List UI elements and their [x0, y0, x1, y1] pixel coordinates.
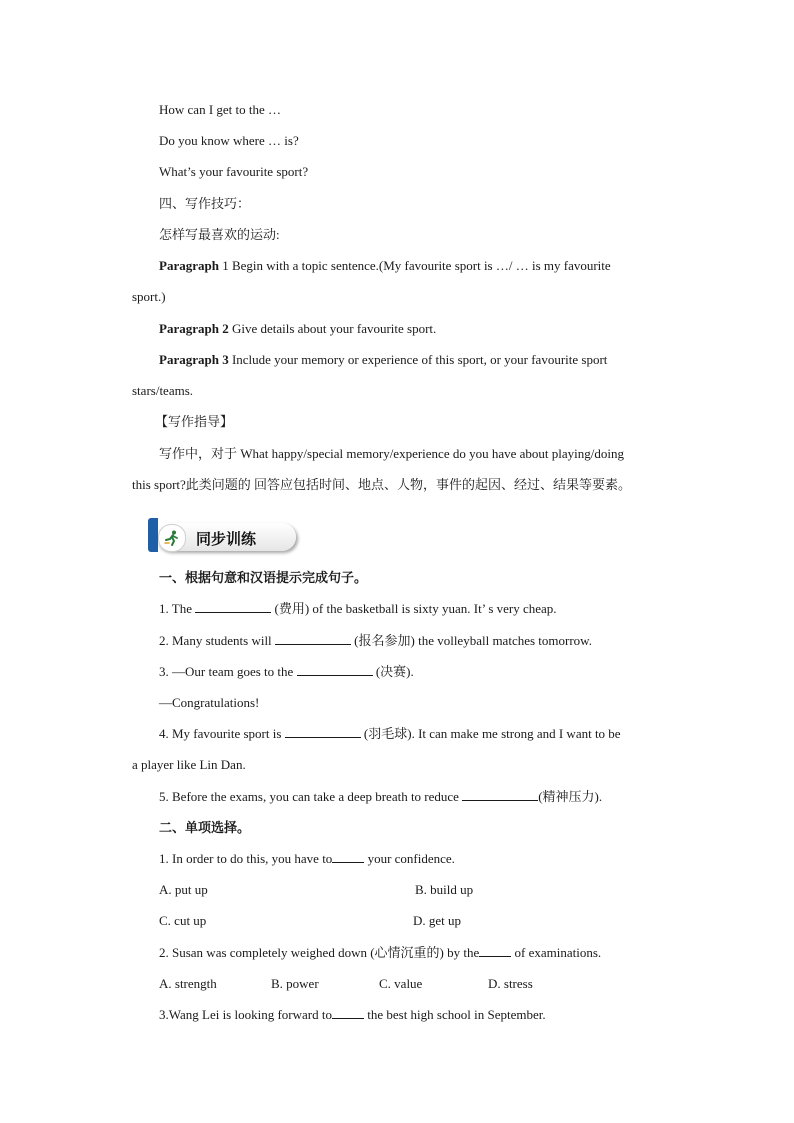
part-a-q3-reply: —Congratulations!	[159, 695, 260, 710]
intro-line-1: How can I get to the …	[159, 102, 282, 117]
part-a-question-1	[159, 600, 557, 618]
practice-banner	[148, 516, 298, 556]
part-b-question-3	[159, 1006, 546, 1024]
writing-guide-heading: 【写作指导】	[155, 414, 234, 429]
writing-guide-line-2: this sport?此类问题的 回答应包括时间、地点、人物，事件的起因、经过、结果等要素。	[132, 477, 632, 492]
paragraph-2-text: Give details about your favourite sport.	[228, 321, 437, 336]
intro-line-2: Do you know where … is?	[159, 133, 299, 148]
paragraph-1-cont: sport.)	[132, 289, 166, 304]
option-a[interactable]: A. strength	[159, 976, 217, 991]
part-b-q2-end: of examinations.	[511, 945, 602, 960]
answer-blank[interactable]	[479, 944, 511, 957]
paragraph-1-line	[159, 257, 611, 275]
paragraph-3-line	[159, 351, 607, 369]
banner-title: 同步训练	[196, 530, 257, 548]
option-b[interactable]: B. build up	[415, 882, 474, 897]
paragraph-2-label: Paragraph 2	[159, 321, 229, 336]
writing-guide-line-1: 写作中，对于 What happy/special memory/experience do you have about playing/doing	[159, 446, 624, 461]
answer-blank[interactable]	[275, 632, 351, 645]
answer-blank[interactable]	[285, 725, 361, 738]
option-d[interactable]: D. stress	[488, 976, 533, 991]
part-b-q3-end: the best high school in September.	[363, 1007, 546, 1022]
answer-blank[interactable]	[332, 850, 364, 863]
part-a-q2-end: (报名参加) the volleyball matches tomorrow.	[350, 633, 592, 648]
answer-blank[interactable]	[462, 788, 538, 801]
part-b-question-1	[159, 850, 455, 868]
part-a-q4-end: (羽毛球). It can make me strong and I want to be	[360, 726, 621, 741]
paragraph-1-label: Paragraph	[159, 258, 219, 273]
part-a-q1-end: (费用) of the basketball is sixty yuan. It’ s very cheap.	[271, 601, 557, 616]
option-d[interactable]: D. get up	[413, 913, 462, 928]
section4-heading: 四、写作技巧：	[159, 196, 251, 211]
part-b-question-2	[159, 944, 601, 962]
option-b[interactable]: B. power	[271, 976, 319, 991]
part-b-q1-end: your confidence.	[364, 851, 455, 866]
option-a[interactable]: A. put up	[159, 882, 208, 897]
part-a-q4-cont: a player like Lin Dan.	[132, 757, 246, 772]
part-a-question-4	[159, 725, 621, 743]
answer-blank[interactable]	[195, 600, 271, 613]
part-a-q5-end: (精神压力).	[538, 789, 603, 804]
section4-subheading: 怎样写最喜欢的运动:	[159, 227, 280, 242]
part-b-q1-start: 1. In order to do this, you have to	[159, 851, 333, 866]
option-c[interactable]: C. value	[379, 976, 423, 991]
part-a-q4-start: 4. My favourite sport is	[159, 726, 285, 741]
part-a-q5-start: 5. Before the exams, you can take a deep breath to reduce	[159, 789, 463, 804]
part-b-q3-start: 3.Wang Lei is looking forward to	[159, 1007, 332, 1022]
part-a-q2-start: 2. Many students will	[159, 633, 275, 648]
answer-blank[interactable]	[332, 1006, 364, 1019]
option-c[interactable]: C. cut up	[159, 913, 207, 928]
intro-line-3: What’s your favourite sport?	[159, 164, 309, 179]
banner-tab	[148, 518, 158, 552]
paragraph-3-label: Paragraph 3	[159, 352, 229, 367]
paragraph-2-line	[159, 320, 436, 338]
part-a-q1-start: 1. The	[159, 601, 196, 616]
paragraph-3-cont: stars/teams.	[132, 383, 194, 398]
part-a-question-3	[159, 663, 414, 681]
paragraph-1-text: 1 Begin with a topic sentence.(My favourite sport is …/ … is my favourite	[218, 258, 611, 273]
part-b-q2-start: 2. Susan was completely weighed down (心情沉重的) by the	[159, 945, 480, 960]
answer-blank[interactable]	[297, 663, 373, 676]
runner-icon	[158, 524, 186, 552]
paragraph-3-text: Include your memory or experience of this sport, or your favourite sport	[228, 352, 608, 367]
part-a-heading: 一、根据句意和汉语提示完成句子。	[159, 570, 368, 585]
part-a-q3-start: 3. —Our team goes to the	[159, 664, 297, 679]
part-a-question-2	[159, 632, 592, 650]
part-b-heading: 二、单项选择。	[159, 820, 251, 835]
part-a-question-5	[159, 788, 602, 806]
part-a-q3-end: (决赛).	[372, 664, 414, 679]
